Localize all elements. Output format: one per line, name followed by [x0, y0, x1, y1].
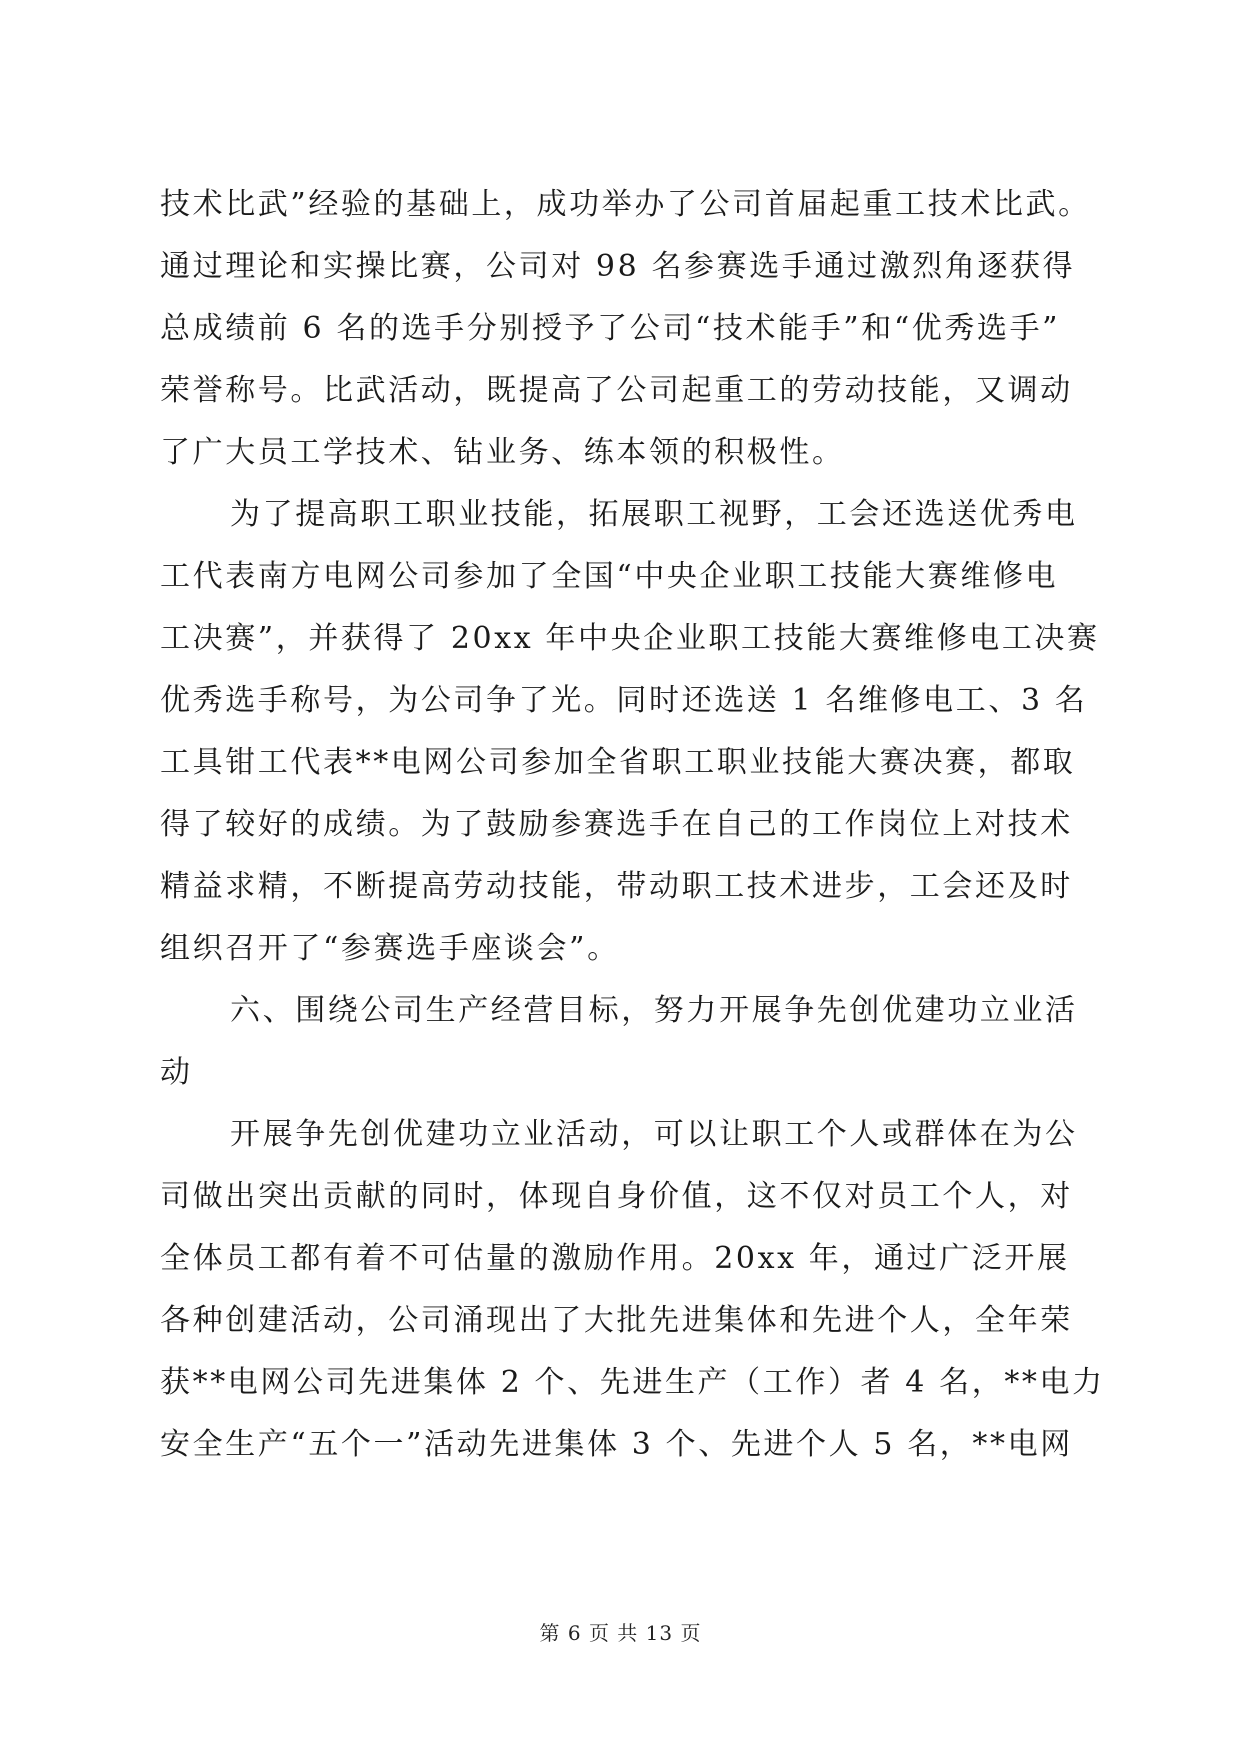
text-line: 司做出突出贡献的同时，体现自身价值，这不仅对员工个人，对: [160, 1179, 1073, 1214]
text-line: 各种创建活动，公司涌现出了大批先进集体和先进个人，全年荣: [160, 1303, 1073, 1338]
section-heading-line: 动: [160, 1055, 193, 1090]
text-line: 工具钳工代表**电网公司参加全省职工职业技能大赛决赛，都取: [160, 745, 1076, 780]
text-line: 技术比武”经验的基础上，成功举办了公司首届起重工技术比武。: [160, 187, 1091, 222]
text-line: 安全生产“五个一”活动先进集体 3 个、先进个人 5 名，**电网: [160, 1427, 1073, 1462]
paragraph-start-line: 为了提高职工职业技能，拓展职工视野，工会还选送优秀电: [230, 497, 1078, 532]
text-line: 全体员工都有着不可估量的激励作用。20xx 年，通过广泛开展: [160, 1241, 1070, 1276]
text-line: 优秀选手称号，为公司争了光。同时还选送 1 名维修电工、3 名: [160, 683, 1088, 718]
text-line: 总成绩前 6 名的选手分别授予了公司“技术能手”和“优秀选手”: [160, 311, 1061, 346]
text-line: 工代表南方电网公司参加了全国“中央企业职工技能大赛维修电: [160, 559, 1059, 594]
paragraph-start-line: 开展争先创优建功立业活动，可以让职工个人或群体在为公: [230, 1117, 1078, 1152]
text-line: 工决赛”，并获得了 20xx 年中央企业职工技能大赛维修电工决赛: [160, 621, 1100, 656]
text-line: 组织召开了“参赛选手座谈会”。: [160, 931, 620, 966]
section-heading-line: 六、围绕公司生产经营目标，努力开展争先创优建功立业活: [230, 993, 1078, 1028]
text-line: 获**电网公司先进集体 2 个、先进生产（工作）者 4 名，**电力: [160, 1365, 1105, 1400]
text-line: 通过理论和实操比赛，公司对 98 名参赛选手通过激烈角逐获得: [160, 249, 1076, 284]
text-line: 了广大员工学技术、钻业务、练本领的积极性。: [160, 435, 845, 470]
text-line: 得了较好的成绩。为了鼓励参赛选手在自己的工作岗位上对技术: [160, 807, 1073, 842]
text-line: 精益求精，不断提高劳动技能，带动职工技术进步，工会还及时: [160, 869, 1073, 904]
text-line: 荣誉称号。比武活动，既提高了公司起重工的劳动技能，又调动: [160, 373, 1073, 408]
page-number-footer: 第 6 页 共 13 页: [539, 1621, 702, 1645]
document-body: [160, 174, 1105, 1476]
